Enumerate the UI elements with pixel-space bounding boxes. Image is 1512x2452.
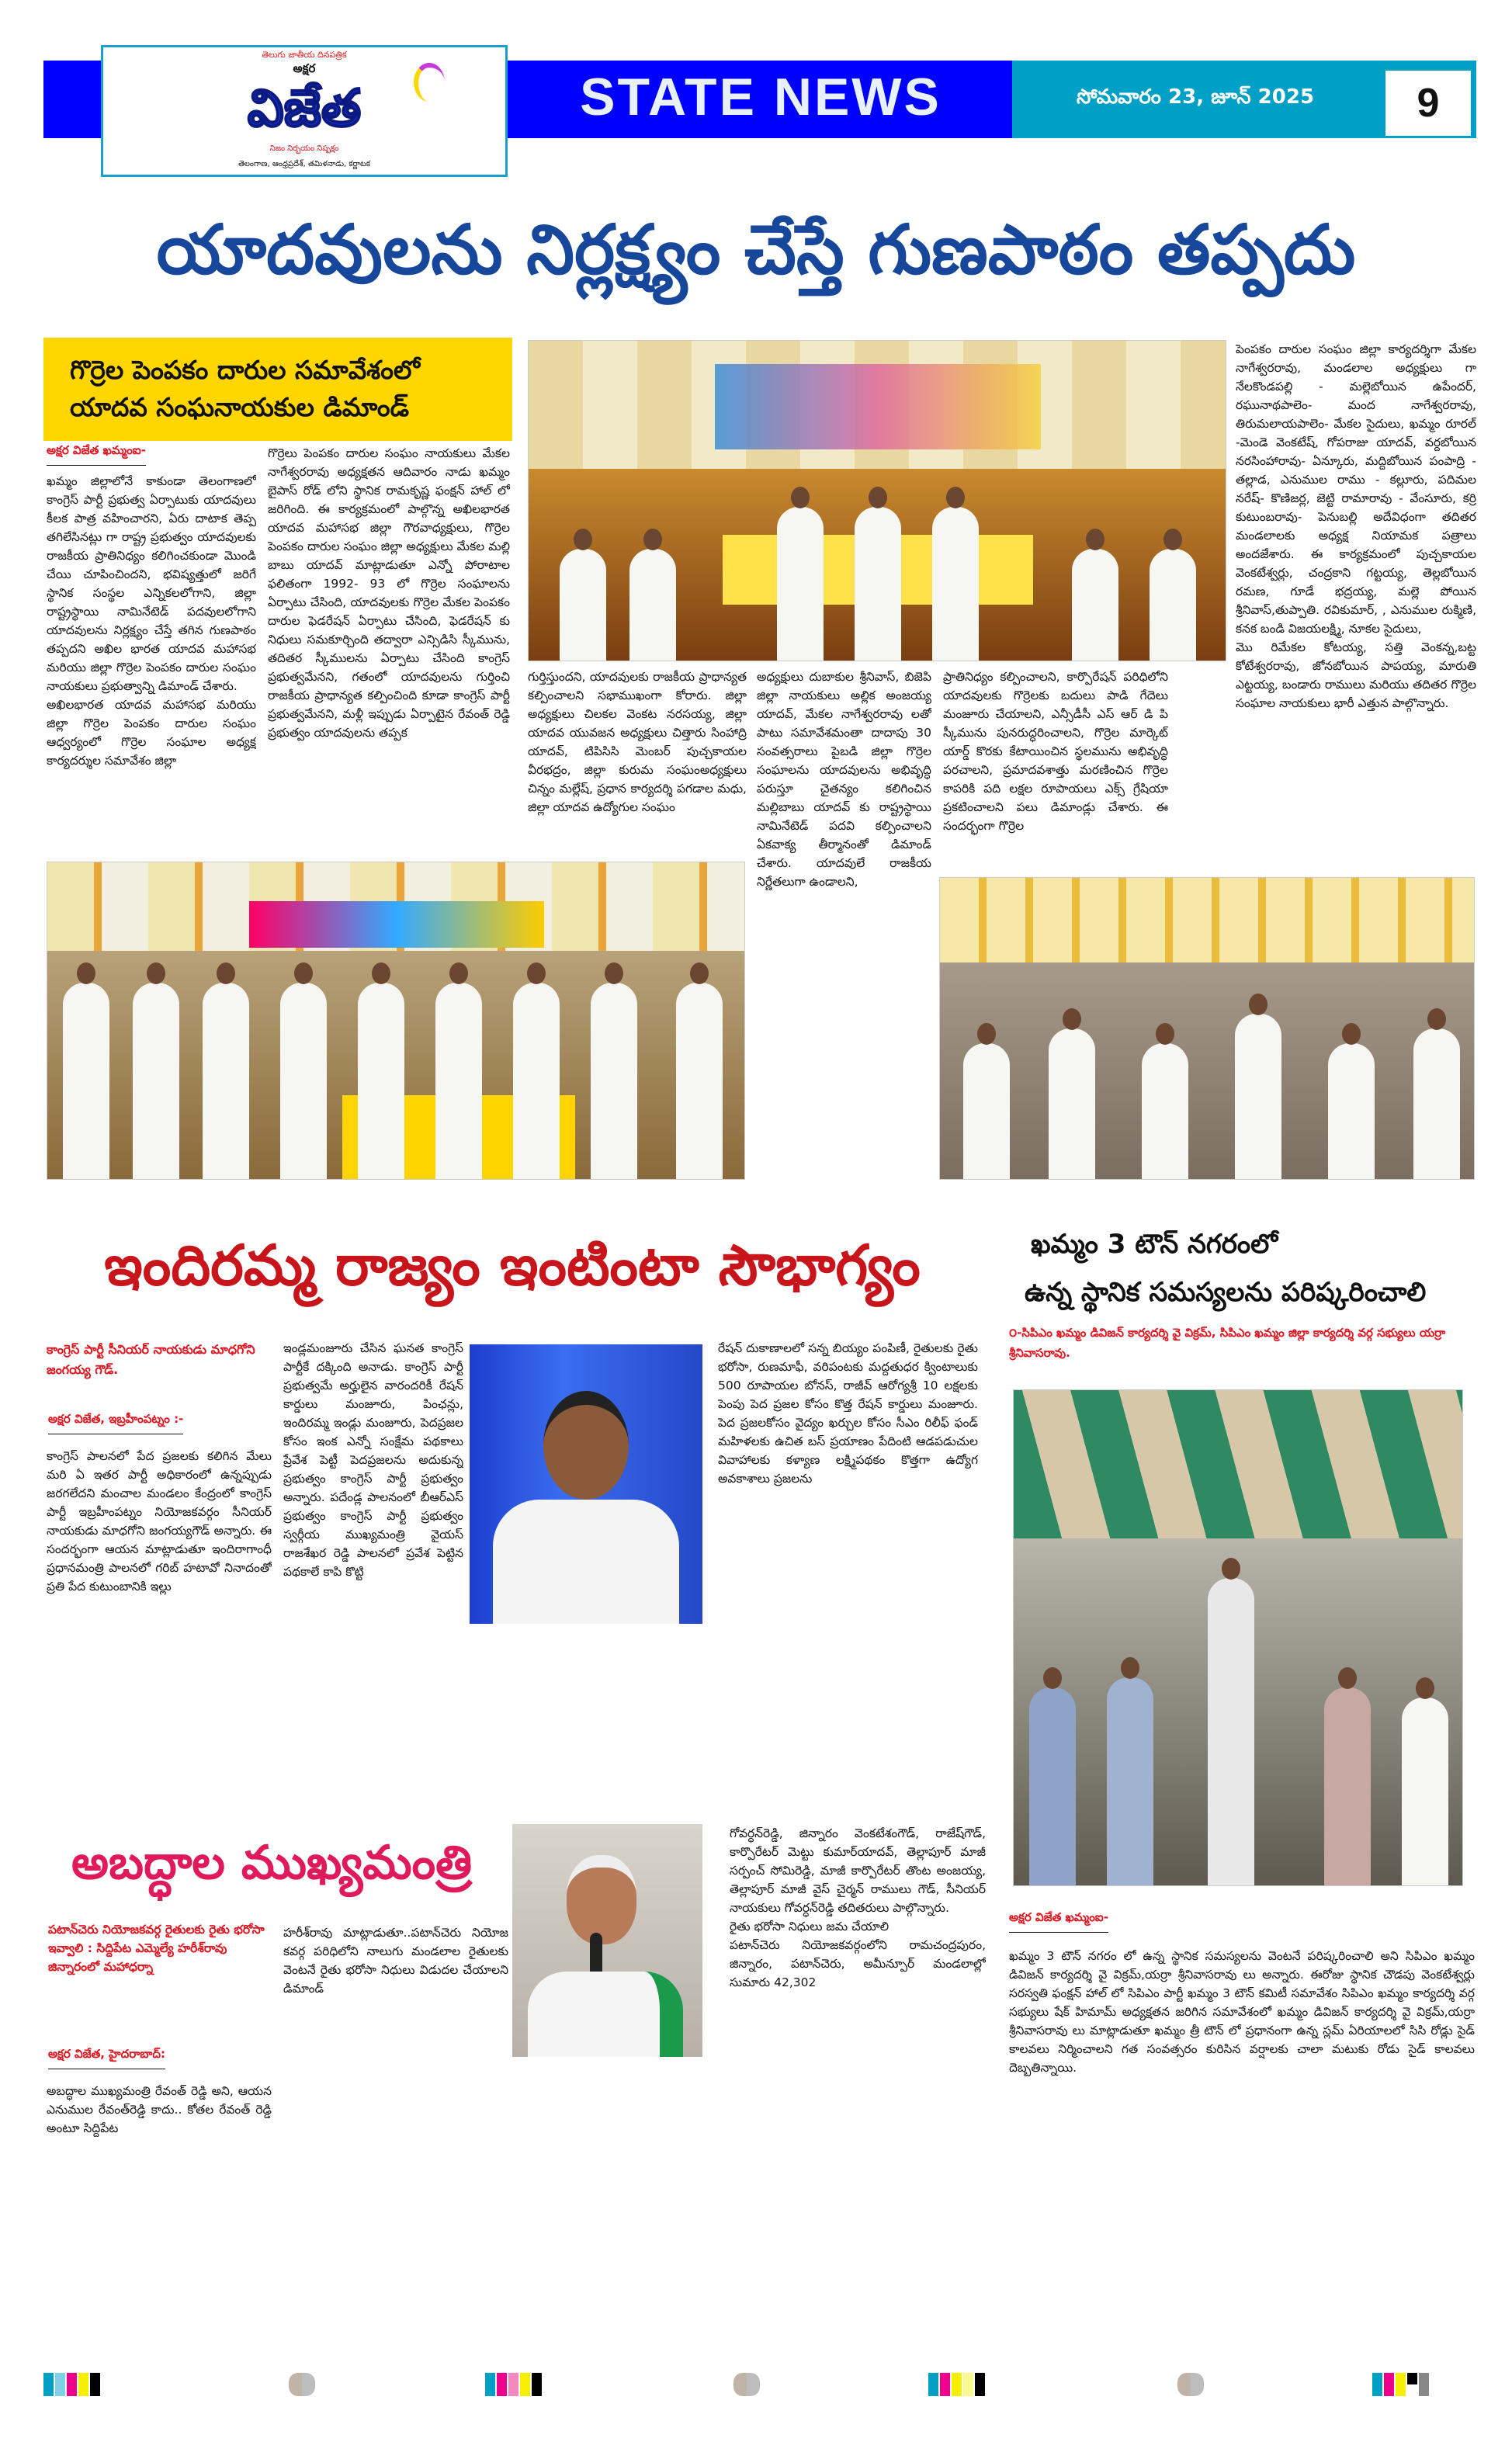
story4-speaker-photo <box>512 1824 702 2057</box>
logo-motto: నిజం నిర్భయం నిష్పక్షం <box>269 144 339 153</box>
story3-headline-line1: ఖమ్మం 3 టౌన్ నగరంలో <box>1031 1229 1278 1260</box>
banner <box>715 364 1041 449</box>
story4-headline: అబద్ధాల ముఖ్యమంత్రి <box>71 1836 472 1890</box>
story1-subhead-box <box>43 338 512 441</box>
portrait-shirt <box>493 1500 679 1624</box>
story3-headline <box>1025 1220 1475 1316</box>
story4-dateline <box>48 2046 165 2069</box>
print-color-bar <box>485 2373 543 2399</box>
print-gray-mark <box>1177 2373 1204 2399</box>
story1-column-2: గొర్రెలు పెంపకం దారుల సంఘం నాయకులు మేకల నాగేశ్వరరావు అధ్యక్షతన ఆదివారం నాడు ఖమ్మం బైపాస్ రోడ్ లోని స్థానిక రామకృష్ణ ఫంక్షన్ హాల్ లో జరిగింది. ఈ కార్యక్రమంలో పాల్గొన్న అఖిలభారత యాదవ మహాసభ జిల్లా గౌరవాధ్యక్షులు, గొర్రెల పెంపకం దారుల సంఘం జిల్లా అధ్యక్షులు మేకల మల్లి బాబు యాదవ్ మాట్లాడుతూ ఎన్నో పోరాటాల ఫలితంగా 1992- 93 లో గొర్రెల సంఘాలను ఏర్పాటు చేసింది, యాదవులకు గొర్రెల మేకల పెంపకం దారుల ఫెడరేషన్ ఏర్పాటు చేసింది, ఫెడరేషన్ కు నిధులు సమకూర్చింది తద్వారా ఎన్సిడిసి స్కీమును, తదితర స్కీములను ఏర్పాటు చేసింది కాంగ్రెస్ ప్రభుత్వమేనని, గతంలో యాదవులను గుర్తించి రాజకీయ ప్రాధాన్యత కల్పించింది కూడా కాంగ్రెస్ పార్టీ ప్రభుత్వమేనని, మళ్లీ ఇప్పుడు ఏర్పాటైన రేవంత్ రెడ్డి ప్రభుత్వం యాదవులను తప్పక <box>268 446 510 740</box>
story1-crowd-photo-left <box>47 862 745 1180</box>
logo-tagline: తెలుగు జాతీయ దినపత్రిక <box>262 50 347 60</box>
portrait-face <box>543 1391 629 1500</box>
story2-column-3: రేషన్ దుకాణాలలో సన్న బియ్యం పంపిణీ, రైతులకు రైతు భరోసా, రుణమాఫీ, వరిపంటకు మద్దతుధర క్వింటాలుకు 500 రూపాయల బోనస్, రాజీవ్ ఆరోగ్యశ్రీ 10 లక్షలకు పెంపు పెద ప్రజల కోసం కొత్త రేషన్ కార్డులు మంజూరు. పెద ప్రజలకోసం వైద్యం ఖర్చుల కోసం సీఎం రిలీఫ్ ఫండ్ మహిళలకు ఉచిత బస్ ప్రయాణం పేదింటి ఆడపడుచుల వివాహాలకు కళ్యాణ లక్ష్మిపథకం కొత్తగా ఉద్యోగ అవకాశాలు ప్రజలను <box>718 1341 978 1486</box>
speaker-shirt <box>528 1972 683 2057</box>
story1-column-6: పెంపకం దారుల సంఘం జిల్లా కార్యదర్శిగా మేకల నాగేశ్వరరావు, మండలాల అధ్యక్షులు గా నేలకొండపల్లి - మల్లెబోయిన ఉపేందర్, రఘునాథపాలెం- మంద నాగేశ్వరరావు, తిరుమలాయపాలెం- మేకల సైదులు, ఖమ్మం రూరల్ -మెండె వెంకటేష్, గోపరాజు యాదవ్, వర్దబోయిన నరసింహారావు- ఏన్కూరు, మద్దిబోయిన పంపాద్రి - తల్లాడ, ఎనుముల రాము - కల్లూరు, పదిమల నరేష్- కొణిజర్ల, జెట్టి రామారావు - వేంసూరు, కర్రి కుటుంబరావు- పెనుబల్లి అదేవిధంగా తదితర మండలాలకు అధ్యక్ష నియామక పత్రాలు అందజేశారు. ఈ కార్యక్రమంలో పుచ్చకాయల వెంకటేశ్వర్లు, చంద్రకాని గట్టయ్య, తెల్లబోయిన రమణ, గూడే భద్రయ్య, మల్లె పోయిన శ్రీనివాస్,తుప్పాతి. రవికుమార్, , ఎనుముల రుక్మిణి, కనక బండి విజయలక్ష్మి, నూకల సైదులు, మొ రిమేకల కోటయ్య, సత్తి వెంకన్న,బట్ట కోటేశ్వరరావు, జోనబోయిన పాపయ్య, మారుతి ఎట్టయ్య, బండారు రాములు మరియు తదితర గొర్రెల సంఘాల నాయకులు భారీ ఎత్తున పాల్గొన్నారు. <box>1236 342 1476 710</box>
story1-subhead-line1: గొర్రెల పెంపకం దారుల సమావేశంలో <box>70 355 420 385</box>
banner <box>249 901 544 948</box>
story2-headline: ఇందిరమ్మ రాజ్యం ఇంటింటా సౌభాగ్యం <box>104 1233 921 1298</box>
masthead-logo[interactable] <box>101 45 508 177</box>
story4-subhead: పటాన్‌చెరు నియోజకవర్గ రైతులకు రైతు భరోసా ఇవ్వాలి : సిద్దిపేట ఎమ్మెల్యే హరీశ్‌రావు జిన్నారంలో మహాధర్నా <box>48 1923 265 1974</box>
story1-column-5: ప్రాతినిధ్యం కల్పించాలని, కార్పొరేషన్ పరిధిలోని యాదవులకు గొర్రెలకు బదులు పాడి గేదెలు మంజూరు చేయాలని, ఎన్సీడీసీ ఎస్ ఆర్ డి పి స్కీమును పునరుద్ధరించాలని, గొర్రెల మార్కెట్ యార్డ్ కొరకు కేటాయించిన స్థలమును అభివృద్ధి పరచాలని, ప్రమాదవశాత్తు మరణించిన గొర్రెల కాపరికి పది లక్షల రూపాయలు ఎక్స్ గ్రేషియా ప్రకటించాలని పలు డిమాండ్లు చేశారు. ఈ సందర్భంగా గొర్రెల <box>943 670 1168 833</box>
print-gray-mark <box>289 2373 315 2399</box>
story1-subhead-line2: యాదవ సంఘనాయకుల డిమాండ్ <box>70 392 410 422</box>
logo-states: తెలంగాణ, ఆంధ్రప్రదేశ్, తమిళనాడు, కర్ణాటక <box>238 160 370 168</box>
logo-small: అక్షర <box>293 61 316 75</box>
print-color-bar <box>1372 2373 1431 2399</box>
dateline: అక్షర విజేత ఖమ్మంఐ- <box>1009 1910 1108 1933</box>
story3-body: ఖమ్మం 3 టౌన్ నగరం లో ఉన్న స్థానిక సమస్యలను వెంటనే పరిష్కరించాలి అని సిపిఎం ఖమ్మం డివిజన్ కార్యదర్శి వై విక్రమ్,యర్రా శ్రీనివాసరావు లు అన్నారు. ఈరోజు స్థానిక చౌడపు వెంకటేశ్వర్లు సరస్వతి ఫంక్షన్ హాల్ లో సిపిఎం పార్టీ ఖమ్మం 3 టౌన్ కమిటీ సమావేశం సిపిఎం ఖమ్మం కార్యదర్శి వర్గ సభ్యులు షేక్ హిమామ్ అధ్యక్షతన జరిగిన సమావేశంలో ఖమ్మం డివిజన్ కార్యదర్శి వై విక్రమ్,యర్రా శ్రీనివాసరావు లు మాట్లాడుతూ ఖమ్మం త్రీ టౌన్ లో ప్రధానంగా ఉన్న స్లమ్ ఏరియాలలో సిసి రోడ్లు సైడ్ కాలవలు నిర్మించాలని గత సంవత్సరం కురిసిన వర్షాలకు చాలా మటుకు రోడు సైడ్ కాలవలు దెబ్బతిన్నాయి. <box>1009 1949 1475 2075</box>
page-number: 9 <box>1385 71 1471 136</box>
speaker-face <box>567 1855 636 1944</box>
story1-crowd-photo-right <box>939 877 1475 1180</box>
logo-main: విజేత <box>247 78 362 138</box>
story4-column-1: అబద్ధాల ముఖ్యమంత్రి రేవంత్ రెడ్డి అని, ఆయన ఎనుముల రేవంత్‌రెడ్డి కాదు.. కోతల రేవంత్ రెడ్డి అంటూ సిద్దిపేట <box>47 2084 272 2135</box>
story3-dateline <box>1009 1909 1108 1933</box>
story3-headline-line2: ఉన్న స్థానిక సమస్యలను పరిష్కరించాలి <box>1025 1277 1427 1308</box>
print-color-bar <box>928 2373 987 2399</box>
story2-portrait-photo <box>470 1344 702 1624</box>
story2-column-2: ఇండ్లమంజూరు చేసిన ఘనత కాంగ్రెస్ పార్టీకే దక్కింది అనాడు. కాంగ్రెస్ పార్టీ ప్రభుత్వమే అర్హులైన వారందరికీ రేషన్ కార్డులు మంజూరు, పింఛన్లు, ఇందిరమ్మ ఇండ్లు మంజూరు, పెదప్రజల కోసం ఇంక ఎన్నో సంక్షేమ పథకాలు ప్రేవేశ పెట్టీ పెదప్రజలను అదుకున్న ప్రభుత్వం కాంగ్రెస్ పార్టీ ప్రభుత్వం అన్నారు. పదేండ్ల పాలనంలో బీఆర్ఎస్ ప్రభుత్వం కాంగ్రెస్ పార్టీ ప్రభుత్వం స్వర్గీయ ముఖ్యమంత్రి వైయస్ రాజశేఖర రెడ్డి పాలనలో ప్రవేశ పెట్టిన పథకాలే కాపి కొట్టి <box>283 1341 463 1579</box>
main-headline: యాదవులను నిర్లక్ష్యం చేస్తే గుణపాఠం తప్పదు <box>156 210 1356 290</box>
section-title: STATE NEWS <box>580 68 942 127</box>
story1-meeting-photo <box>528 340 1226 661</box>
story2-dateline <box>48 1411 183 1434</box>
dateline: అక్షర విజేత, హైదరాబాద్: <box>48 2047 165 2069</box>
story1-column-1: ఖమ్మం జిల్లాలోనే కాకుండా తెలంగాణలో కాంగ్రెస్ పార్టీ ప్రభుత్వ ఏర్పాటుకు యాదవులు కీలక పాత్ర వహించారని, ఏరు దాటాక తెప్ప తగిలేసినట్లు గా రాష్ట్ర ప్రభుత్వం యాదవులకు రాజకీయ ప్రాతినిధ్యం కలిగించకుండా మొండి చేయి చూపించిందని, భవిష్యత్తులో జరిగే స్థానిక సంస్థల ఎన్నికలలోగాని, జిల్లా రాష్ట్రస్థాయి నామినేటెడ్ పదవులలోగాని యాదవులను నిర్లక్ష్యం చేస్తే తగిన గుణపాఠం తప్పదని అఖిల భారత యాదవ మహాసభ మరియు జిల్లా గొర్రెల పెంపకం దారుల సంఘం నాయకులు ప్రభుత్వాన్ని డిమాండ్ చేశారు. అఖిలభారత యాదవ మహాసభ మరియు జిల్లా గొర్రెల పెంపకం దారుల సంఘం ఆధ్వర్యంలో గొర్రెల సంఘాల అధ్యక్ష కార్యదర్శుల సమావేశం జిల్లా <box>47 474 256 768</box>
story4-column-3: గోవర్ధన్‌రెడ్డి, జిన్నారం వెంకటేశంగౌడ్, రాజేష్‌గౌడ్, కార్పొరేటర్ మెట్టు కుమార్‌యాదవ్, తెల్లాపూర్ మాజీ సర్పంచ్ సోమిరెడ్డి, మాజీ కార్పొరేటర్ తొంట అంజయ్య, తెల్లాపూర్ మాజీ వైస్ చైర్మన్ రాములు గౌడ్, సీనియర్ నాయకులు గోవర్ధన్‌రెడ్డి తదితరులు పాల్గొన్నారు. రైతు భరోసా నిధులు జమ చేయాలి పటాన్‌చెరు నియోజకవర్గంలోని రామచంద్రపురం, జిన్నారం, పటాన్‌చెరు, అమీన్పూర్ మండలాల్లో సుమారు 42,302 <box>730 1826 986 1989</box>
story1-column-4: అధ్యక్షులు దుబాకుల శ్రీనివాస్, బిజెపి జిల్లా నాయకులు అల్లిక అంజయ్య యాదవ్, మేకల నాగేశ్వరరావు లతో పాటు సమావేశమంతా దాదాపు 30 సంవత్సరాలు పైబడి జిల్లా గొర్రెల సంఘాలను యాదవులను అభివృద్ధి పరుస్తూ చైతన్యం కలిగించిన మల్లిబాబు యాదవ్ కు రాష్ట్రస్థాయి నామినేటెడ్ పదవి కల్పించాలని ఏకవాక్య తీర్మానంతో డిమాండ్ చేశారు. యాదవులే రాజకీయ నిర్ణేతలుగా ఉండాలని, <box>757 670 931 889</box>
print-color-bar <box>43 2373 102 2399</box>
issue-date: సోమవారం 23, జూన్ 2025 <box>1076 85 1315 109</box>
dateline: అక్షర విజేత, ఇబ్రహీంపట్నం :- <box>48 1412 183 1434</box>
peacock-icon <box>414 63 445 102</box>
story1-dateline <box>47 442 146 466</box>
print-gray-mark <box>733 2373 760 2399</box>
story1-column-3: గుర్తిస్తుందని, యాదవులకు రాజకీయ ప్రాధాన్యత కల్పించాలని సభాముఖంగా కోరారు. జిల్లా అధ్యక్షులు చిలకల వెంకట నరసయ్య, జిల్లా యాదవ యువజన అధ్యక్షులు చిత్తారు సింహాద్రి యాదవ్, టిపిసిసి మెంబర్ పుచ్చకాయల వీరభద్రం, జిల్లా కురుమ సంఘంఅధ్యక్షులు చిన్నం మల్లేష్, ప్రధాన కార్యదర్శి పగడాల మధు, జిల్లా యాదవ ఉద్యోగుల సంఘం <box>528 670 747 814</box>
story3-subhead: ౦-సిపిఎం ఖమ్మం డివిజన్ కార్యదర్శి వై విక్రమ్, సిపిఎం ఖమ్మం జిల్లా కార్యదర్శి వర్గ సభ్యులు యర్రా శ్రీనివాసరావు. <box>1009 1326 1446 1360</box>
story2-subhead: కాంగ్రెస్ పార్టీ సీనియర్ నాయకుడు మాధగోని జంగయ్య గౌడ్. <box>47 1342 255 1377</box>
story2-column-1: కాంగ్రెస్ పాలనలో పేద ప్రజలకు కలిగిన మేలు మరి ఏ ఇతర పార్టీ అధికారంలో ఉన్నప్పుడు జరగలేదని మంచాల మండలం కేంద్రంలో కాంగ్రెస్ పార్టీ ఇబ్రహీంపట్నం నియోజకవర్గం సీనియర్ నాయకుడు మాధగోని జంగయ్యగౌడ్ అన్నారు. ఈ సందర్భంగా ఆయన మాట్లాడుతూ ఇందిరాగాంధీ ప్రధానమంత్రి పాలనలో గరిబ్ హటావో నినాదంతో ప్రతి పేద కుటుంబానికి ఇల్లు <box>47 1449 272 1594</box>
dateline: అక్షర విజేత ఖమ్మంఐ- <box>47 443 146 466</box>
story3-meeting-photo <box>1013 1389 1463 1886</box>
story4-column-2: హరీశ్‌రావు మాట్లాడుతూ..పటాన్‌చెరు నియోజ కవర్గ పరిధిలోని నాలుగు మండలాల రైతులకు వెంటనే రైతు భరోసా నిధులు విడుదల చేయాలని డిమాండ్ <box>283 1926 508 1996</box>
